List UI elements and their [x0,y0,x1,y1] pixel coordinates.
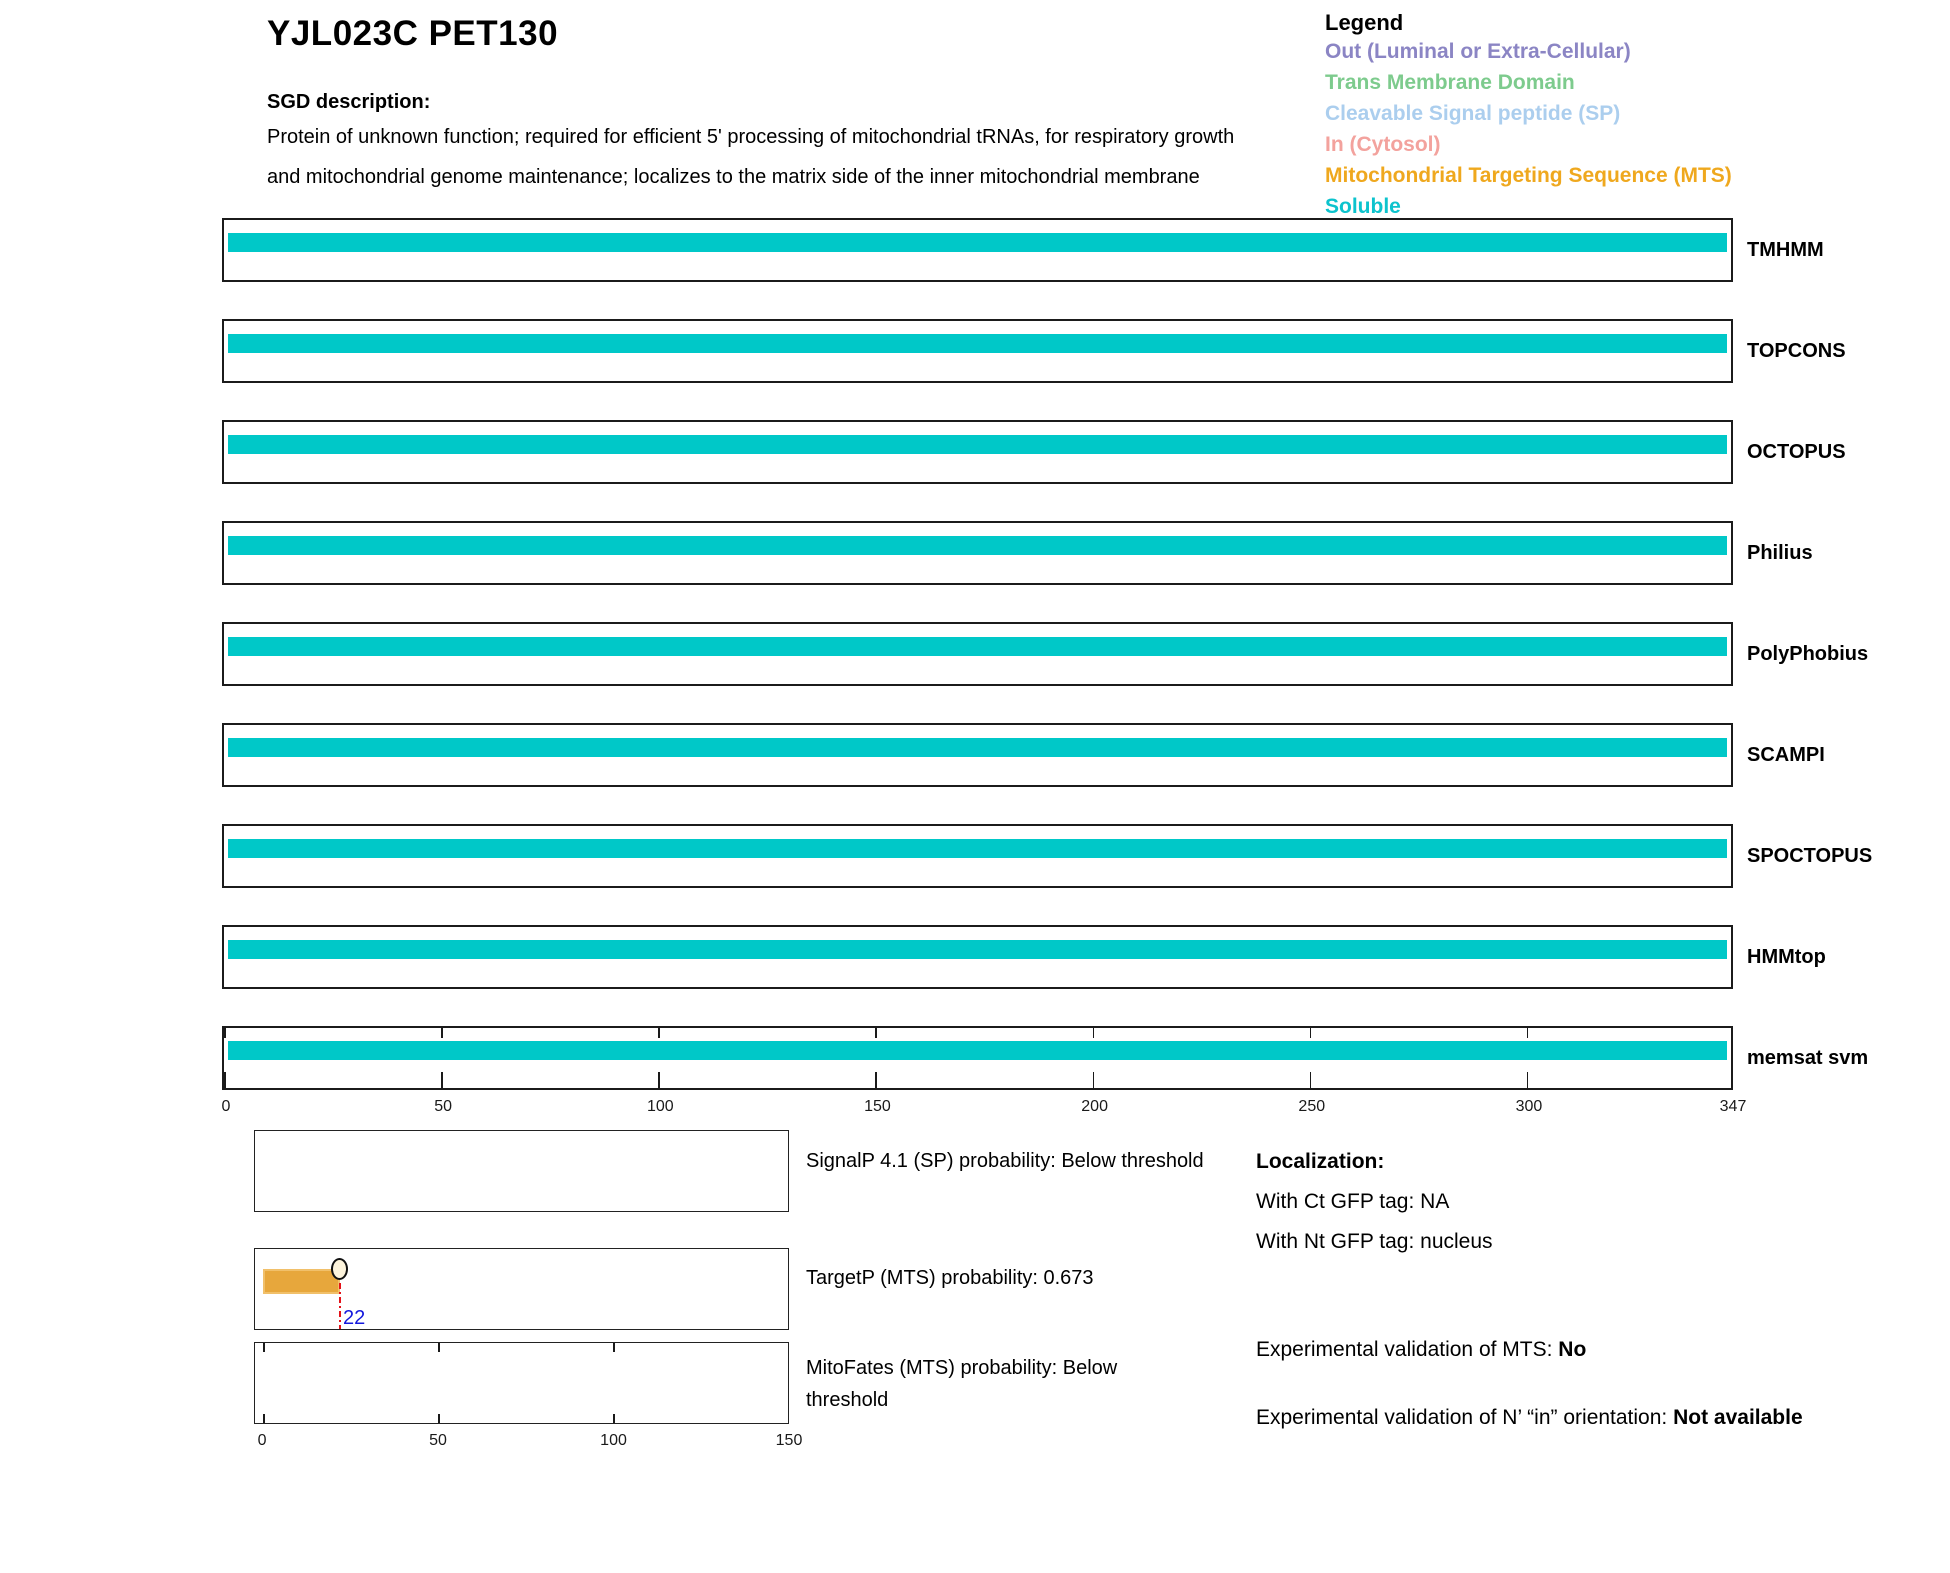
page-title: YJL023C PET130 [267,14,559,53]
track-box-topcons [222,319,1733,383]
legend-item-tm-domain: Trans Membrane Domain [1325,71,1575,94]
targetp-plot-box [254,1248,789,1330]
axis-tick [875,1028,877,1038]
targetp-caption: TargetP (MTS) probability: 0.673 [806,1267,1094,1289]
orientation-validation-label: Experimental validation of N’ “in” orientation: [1256,1406,1674,1429]
axis-tick-label: 100 [600,1432,627,1449]
localization-heading: Localization: [1256,1150,1385,1173]
mitofates-caption: MitoFates (MTS) probability: Below threshold [806,1357,1118,1411]
axis-tick [224,1072,226,1088]
axis-tick-label: 0 [257,1432,267,1449]
axis-tick [1527,1072,1529,1088]
axis-tick [263,1343,265,1352]
track-box-hmmtop [222,925,1733,989]
sgd-description-line-2: and mitochondrial genome maintenance; localizes to the matrix side of the inner mitochondrial membrane [267,166,1200,188]
mts-bar [263,1269,340,1294]
signalp-caption: SignalP 4.1 (SP) probability: Below threshold [806,1150,1204,1172]
axis-tick [613,1414,615,1423]
cleavage-line [339,1283,341,1329]
soluble-bar [228,940,1727,959]
cleavage-marker-icon [331,1258,348,1280]
mitofates-x-axis [254,1432,803,1454]
axis-tick [1093,1072,1095,1088]
track-box-octopus [222,420,1733,484]
legend-item-out: Out (Luminal or Extra-Cellular) [1325,40,1631,63]
axis-tick-label: 200 [1081,1098,1108,1115]
soluble-bar [228,435,1727,454]
axis-tick-label: 150 [864,1098,891,1115]
axis-tick-label: 250 [1298,1098,1326,1115]
soluble-bar [228,738,1727,757]
track-label-topcons: TOPCONS [1747,340,1846,362]
mts-validation-label: Experimental validation of MTS: [1256,1338,1559,1361]
track-box-spoctopus [222,824,1733,888]
legend-title: Legend [1325,10,1404,35]
mts-validation-value: No [1558,1338,1587,1361]
axis-tick [1310,1028,1312,1038]
axis-tick [441,1072,443,1088]
orientation-validation-value: Not available [1673,1406,1803,1429]
track-label-spoctopus: SPOCTOPUS [1747,845,1873,867]
axis-tick [658,1072,660,1088]
axis-tick-label: 50 [434,1098,453,1115]
legend [1325,10,1732,222]
track-box-memsat [222,1026,1733,1090]
track-box-tmhmm [222,218,1733,282]
axis-tick [438,1343,440,1352]
axis-tick [1527,1028,1529,1038]
axis-tick [875,1072,877,1088]
legend-item-signal-peptide: Cleavable Signal peptide (SP) [1325,102,1621,125]
axis-tick-label: 347 [1719,1098,1747,1115]
soluble-bar [228,334,1727,353]
cleavage-site-label: 22 [343,1307,366,1329]
track-label-polyphobius: PolyPhobius [1747,643,1869,665]
track-label-octopus: OCTOPUS [1747,441,1846,463]
axis-tick-label: 150 [775,1432,803,1449]
track-label-philius: Philius [1747,542,1813,564]
axis-tick [613,1343,615,1352]
legend-item-soluble: Soluble [1325,195,1401,218]
axis-tick-label: 300 [1515,1098,1543,1115]
legend-item-in-cytosol: In (Cytosol) [1325,133,1441,156]
soluble-bar [228,839,1727,858]
mitofates-plot-box [254,1342,789,1424]
signalp-plot-box [254,1130,789,1212]
sgd-description-heading: SGD description: [267,91,431,113]
nt-gfp-tag-value: With Nt GFP tag: nucleus [1256,1230,1493,1253]
soluble-bar [228,637,1727,656]
track-box-scampi [222,723,1733,787]
main-x-axis [221,1098,1747,1120]
sgd-description-line-1: Protein of unknown function; required for efficient 5' processing of mitochondrial tRNAs, for respiratory growth [267,126,1235,148]
soluble-bar [228,233,1727,252]
axis-tick [263,1414,265,1423]
mts-validation [1256,1338,1586,1362]
track-box-philius [222,521,1733,585]
axis-tick-label: 0 [221,1098,231,1115]
axis-tick [658,1028,660,1038]
axis-tick [1093,1028,1095,1038]
track-label-scampi: SCAMPI [1747,744,1825,766]
axis-tick [1310,1072,1312,1088]
soluble-bar [228,536,1727,555]
ct-gfp-tag-value: With Ct GFP tag: NA [1256,1190,1450,1213]
track-label-hmmtop: HMMtop [1747,946,1826,968]
axis-tick [224,1028,226,1038]
soluble-bar [228,1041,1727,1060]
track-label-tmhmm: TMHMM [1747,239,1824,261]
legend-item-mts: Mitochondrial Targeting Sequence (MTS) [1325,164,1732,187]
track-label-memsat: memsat svm [1747,1047,1869,1069]
axis-tick-label: 50 [429,1432,447,1449]
axis-tick [438,1414,440,1423]
track-box-polyphobius [222,622,1733,686]
orientation-validation [1256,1400,1838,1436]
axis-tick-label: 100 [646,1098,674,1115]
axis-tick [441,1028,443,1038]
